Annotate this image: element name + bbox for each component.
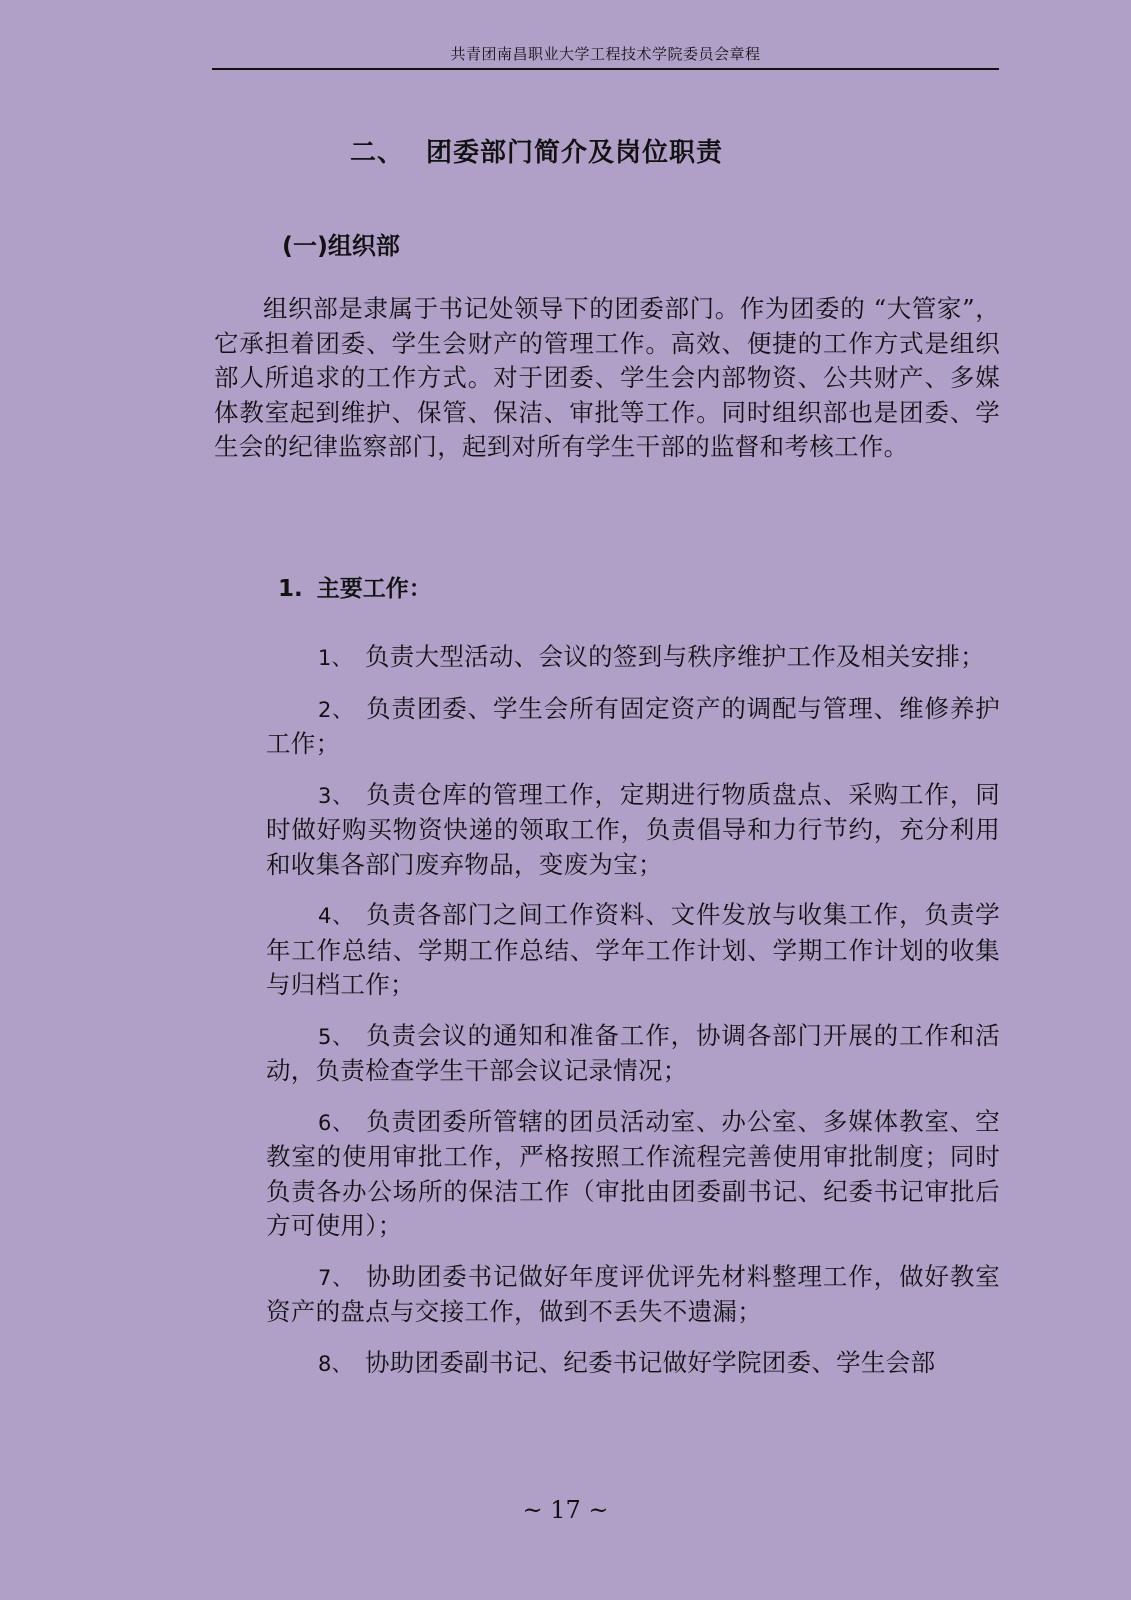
duty-item	[266, 1105, 1000, 1244]
duty-item-text: 负责会议的通知和准备工作，协调各部门开展的工作和活动，负责检查学生干部会议记录情况；	[266, 1020, 1000, 1085]
duty-item-number: 5、	[318, 1024, 355, 1049]
page-number: ~ 17 ~	[522, 1496, 609, 1524]
main-work-heading-text: 主要工作：	[316, 576, 432, 602]
duty-item	[266, 778, 1000, 883]
section-title	[350, 132, 723, 169]
intro-paragraph: 组织部是隶属于书记处领导下的团委部门。作为团委的 “大管家”，它承担着团委、学生会财产的管理工作。高效、便捷的工作方式是组织部人所追求的工作方式。对于团委、学生会内部物资、公共财产、多媒体教室起到维护、保管、保洁、审批等工作。同时组织部也是团委、学生会的纪律监察部门，起到对所有学生干部的监督和考核工作。	[214, 294, 1000, 461]
duty-item-number: 8、	[318, 1351, 353, 1376]
duty-item-text: 负责团委所管辖的团员活动室、办公室、多媒体教室、空教室的使用审批工作，严格按照工作流程完善使用审批制度；同时负责各办公场所的保洁工作（审批由团委副书记、纪委书记审批后方可使用）；	[266, 1106, 1000, 1240]
duty-item-number: 1、	[318, 646, 353, 670]
duty-item	[266, 1346, 1000, 1382]
duty-item-text: 负责大型活动、会议的签到与秩序维护工作及相关安排；	[364, 642, 985, 671]
duty-item-number: 4、	[318, 904, 355, 928]
duty-item-number: 6、	[318, 1110, 355, 1135]
main-work-heading	[278, 570, 432, 603]
duty-item	[266, 898, 1000, 1003]
duty-item-text: 协助团委书记做好年度评优评先材料整理工作，做好教室资产的盘点与交接工作，做到不丢失不遗漏；	[266, 1261, 1000, 1326]
duty-item-number: 3、	[318, 783, 355, 808]
duty-item	[266, 640, 1000, 676]
section-title-text: 团委部门简介及岗位职责	[426, 138, 724, 168]
duty-list	[266, 640, 1000, 1397]
duty-item-text: 负责各部门之间工作资料、文件发放与收集工作，负责学年工作总结、学期工作总结、学年工作计划、学期工作计划的收集与归档工作；	[266, 900, 1000, 999]
duty-item-text: 负责仓库的管理工作，定期进行物质盘点、采购工作，同时做好购买物资快递的领取工作，负责倡导和力行节约，充分利用和收集各部门废弃物品，变废为宝；	[266, 779, 1000, 879]
duty-item-text: 协助团委副书记、纪委书记做好学院团委、学生会部	[364, 1347, 936, 1377]
section-number: 二、	[350, 138, 405, 168]
duty-item-number: 7、	[318, 1265, 355, 1290]
duty-item-number: 2、	[318, 697, 355, 722]
duty-item	[266, 692, 1000, 762]
subsection-title: (一)组织部	[282, 232, 400, 260]
running-header: 共青团南昌职业大学工程技术学院委员会章程	[212, 40, 999, 70]
duty-item	[266, 1019, 1000, 1089]
main-work-number: 1.	[278, 576, 303, 602]
duty-item	[266, 1260, 1000, 1330]
duty-item-text: 负责团委、学生会所有固定资产的调配与管理、维修养护工作；	[266, 693, 1000, 758]
